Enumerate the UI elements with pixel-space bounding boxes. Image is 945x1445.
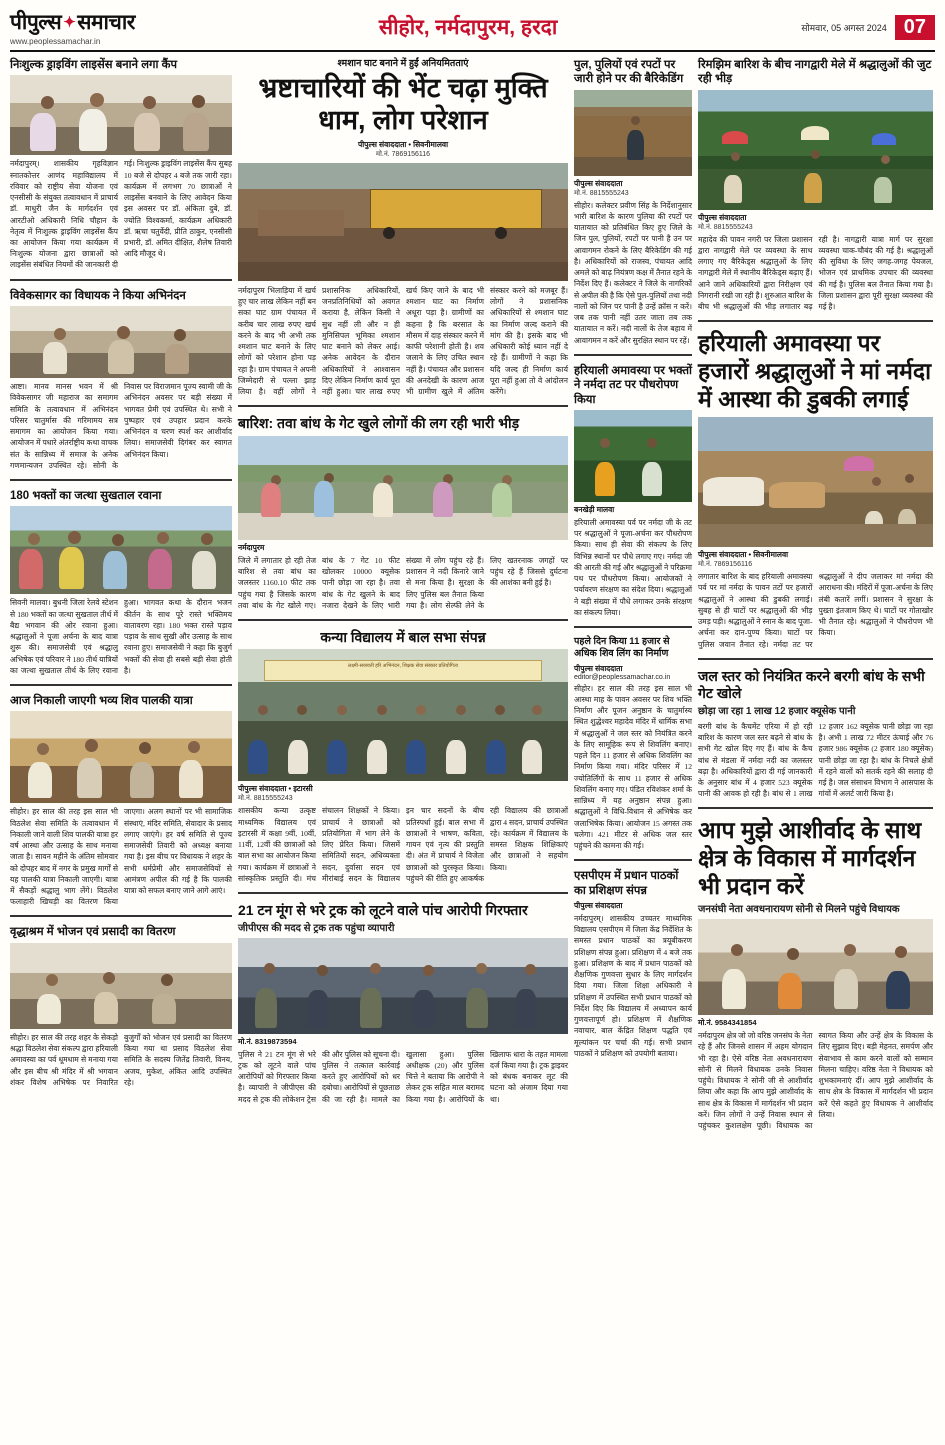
website-url[interactable]: www.peoplessamachar.in bbox=[10, 37, 101, 46]
article-body: नर्मदापुरम क्षेत्र जो जो वरिष्ठ जनसंघ के नेता रहे हैं और जिनसे शासन में अहम योगदान भी रहा है। ऐसे वरिष्ठ नेता अवधनारायण सोनी से मिलने विधायक उनके निवास पहुंचे। विधायक ने सोनी जी से आशीर्वाद लिया और कहा कि आप मुझे आशीर्वाद के साथ क्षेत्र के विकास में मार्गदर्शन भी प्रदान करें। जिन लोगों ने उन्हें निवास स्थान से पहुंचकर कुशलक्षेम पूछी। विधायक का स्वागत किया और उन्हें क्षेत्र के विकास के लिए सुझाव दिए। बड़ी मेहनत, समर्पण और सेवाभाव से काम करने वालों को सम्मान मिलना चाहिए। वरिष्ठ नेता ने विधायक को शुभकामनाएं दीं। आप मुझे आशीर्वाद के साथ क्षेत्र के विकास में मार्गदर्शन भी प्रदान करें ऐसे कहते हुए विधायक ने आशीर्वाद लिया। bbox=[698, 1031, 933, 1131]
byline bbox=[238, 140, 568, 159]
byline-text: पीपुल्स संवाददाता • इटारसी bbox=[238, 784, 313, 794]
article-body: पुलिस ने 21 टन मूंग से भरे ट्रक को लूटने वाले पांच आरोपियों को गिरफ्तार किया है। व्यापारी ने जीपीएस की मदद से ट्रक की लोकेशन ट्रेस की और पुलिस को सूचना दी। पुलिस ने तत्काल कार्रवाई करते हुए आरोपियों को धर दबोचा। आरोपियों से पूछताछ की जा रही है। मामले का खुलासा हुआ। पुलिस अधीक्षक (20) और पुलिस चित्ते ने बताया कि आरोपी ने लेकर ट्रक सहित माल बरामद किया गया है। आरोपियों के खिलाफ धारा के तहत मामला दर्ज किया गया है। ट्रक ड्राइवर को बंधक बनाकर लूट की घटना को अंजाम दिया गया था। bbox=[238, 1049, 568, 1104]
byline-mobile: मो.नं. 7869156116 bbox=[375, 150, 431, 158]
byline bbox=[698, 213, 933, 232]
article-photo bbox=[238, 938, 568, 1034]
publication-date: सोमवार, 05 अगस्त 2024 bbox=[801, 22, 887, 33]
headline: आप मुझे आशीर्वाद के साथ क्षेत्र के विकास में मार्गदर्शन भी प्रदान करें bbox=[698, 817, 922, 899]
article-180-devotees bbox=[10, 489, 232, 676]
article-shiv-palki bbox=[10, 694, 232, 907]
article-photo bbox=[238, 649, 568, 781]
byline: नर्मदापुरम bbox=[238, 542, 265, 552]
article-photo bbox=[10, 943, 232, 1029]
column-3 bbox=[574, 58, 692, 1428]
headline: आज निकाली जाएगी भव्य शिव पालकी यात्रा bbox=[10, 694, 193, 707]
article-body: सीहोर। हर साल की तरह इस साल भी विठलेश सेवा समिति के तत्वावधान में निकाली जाने वाली शिव पालकी यात्रा हर वर्ष आस्था और उत्साह के साथ मनाया जाता है। सावन महीने के अंतिम सोमवार को दोपहर बाद में नगर के प्रमुख मार्गों से यह पालकी यात्रा निकाली जाएगी। यात्रा में सैकड़ों श्रद्धालु भाग लेंगे। विठलेश फलाहारी खिचड़ी का वितरण किया जाएगा। अलग स्थानों पर भी सामाजिक संस्थाएं, मंदिर समिति, सेवादार के प्रसाद लगाए जाएंगे। हर वर्ष समिति से पूज्य समाजसेवी तिवारी को अध्यक्ष बनाया गया है। इस बीच पर विधायक ने शहर के सभी धर्मप्रेमी और समाजसेवियों से आमंत्रण अपील की गई है कि पालकी यात्रा को सफल बनाए जाने आगे आएं। bbox=[10, 807, 232, 907]
byline: मो.नं. 8319873594 bbox=[238, 1036, 297, 1046]
article-narmada-dubki bbox=[698, 330, 933, 649]
article-bargi-dam-gates bbox=[698, 668, 933, 800]
column-1 bbox=[10, 58, 232, 1428]
banner-text: लक्ष्मी-सरस्वती हरि अभिनंदन, शिक्षक सेवा संस्कार प्रतियोगिता bbox=[348, 663, 458, 670]
logo-block bbox=[10, 8, 135, 46]
article-body: सीहोर। हर साल की तरह शहर के सेकड़ो श्रद्धा विठलेश सेवा संकल्प द्वारा हरियाली अमावस्या का पर्व धूमधाम से मनाया गया और इस बीच श्री मंदिर में श्री भगवान शंकर विशेष अभिषेक पर निवारित बुजुर्गों को भोजन एवं प्रसादी का वितरण किया गया था प्रसाद विठलेश सेवा समिति के सदस्य जितेंद्र तिवारी, विनय, अजय, मुकेश, अंकित आदि उपस्थित रहे। bbox=[10, 1032, 232, 1087]
article-body: बरगी बांध के कैचमेंट एरिया में हो रही बारिश के कारण जल स्तर बढ़ने से बांध के सभी गेट खोल दिए गए हैं। बांध के कैच बांध से मंडला में नर्मदा नदी का जलस्तर बढ़ा है। अधिकारियों द्वारा दी गई जानकारी के अनुसार बांध में 4 हजार 523 क्यूसेक पानी की आवक हो रही है। बांध से 1 लाख 12 हजार 162 क्यूसेक पानी छोड़ा जा रहा है। अभी 1 लाख 72 मीटर ऊंचाई और 76 हजार 986 क्यूसेक (2 हजार 180 क्यूसेक) पानी छोड़ा जा रहा है। बांध के निचले क्षेत्रों में रहने वालों को सतर्क रहने की सलाह दी गई है। जल संसाधन विभाग ने आसपास के गांवों में अलर्ट जारी किया है। bbox=[698, 721, 933, 799]
article-body: जिले में लगातार हो रही तेज बारिश से तवा बांध का जलस्तर 1160.10 फीट तक पहुंच गया है जिसके कारण तवा बांध के गेट खोले गए। बांध के 7 गेट 10 फीट खोलकर 10000 क्यूसेक पानी छोड़ा जा रहा है। तवा बांध के गेट खुलने के बाद नजारा देखने के लिए भारी संख्या में लोग पहुंच रहे हैं। प्रशासन ने नदी किनारे जाने से मना किया है। सुरक्षा के लिए पुलिस बल तैनात किया गया है। लोग सेल्फी लेने के लिए खतरनाक जगहों पर पहुंच रहे हैं जिससे दुर्घटना की आशंका बनी हुई है। bbox=[238, 555, 568, 610]
article-nagdwari-mela bbox=[698, 58, 933, 312]
headline: एसपीएम में प्रधान पाठकों का प्रशिक्षण संपन्न bbox=[574, 870, 679, 897]
article-photo bbox=[238, 436, 568, 540]
column-2 bbox=[238, 58, 568, 1428]
subheadline: जनसंघी नेता अवधनारायण सोनी से मिलने पहुंचे विधायक bbox=[698, 904, 900, 916]
lead-photo bbox=[238, 163, 568, 281]
subheadline: जीपीएस की मदद से ट्रक तक पहुंचा व्यापारी bbox=[238, 922, 395, 934]
byline bbox=[574, 179, 692, 198]
byline-text: पीपुल्स संवाददाता bbox=[574, 178, 623, 188]
logo-right-text: समाचार bbox=[77, 11, 135, 34]
byline bbox=[698, 550, 933, 569]
headline: रिमझिम बारिश के बीच नागद्वारी मेले में श्रद्धालुओं की जुट रही भीड़ bbox=[698, 59, 932, 86]
article-photo bbox=[10, 75, 232, 155]
article-shivling-nirman bbox=[574, 636, 692, 851]
byline-text: पीपुल्स संवाददाता • सिवनीमालवा bbox=[357, 139, 449, 149]
byline: पीपुल्स संवाददाता bbox=[574, 900, 623, 910]
byline-mobile: मो.नं. 9584341854 bbox=[698, 1018, 757, 1028]
article-bridge-barricading bbox=[574, 58, 692, 346]
logo-left-text: पीपुल्स bbox=[10, 11, 62, 34]
headline: 21 टन मूंग से भरे ट्रक को लूटने वाले पांच आरोपी गिरफ्तार bbox=[238, 902, 528, 919]
article-ashirwad-margdarshan bbox=[698, 817, 933, 1131]
headline: वृद्धाश्रम में भोजन एवं प्रसादी का वितरण bbox=[10, 926, 176, 939]
publication-logo bbox=[10, 8, 135, 36]
byline-mobile: मो.नं. 8815555243 bbox=[238, 795, 293, 803]
article-body: नर्मदापुरम्। शासकीय गृहविज्ञान स्नातकोत्तर आणंद महाविद्यालय में रविवार को राष्ट्रीय सेवा योजना एवं एनसीसी के संयुक्त तत्वावधान में प्राचार्य डॉ. माधुरी जैन के मार्गदर्शन एवं आरटीओ अधिकारी निधि चौहान के नेतृत्व में निःशुल्क ड्राइविंग लाइसेंस कैंप का आयोजन किया गया कार्यक्रम में निःशुल्क योजना द्वारा छात्राओं को लाइसेंस संबंधित नियमों की जानकारी दी गई। निःशुल्क ड्राइविंग लाइसेंस कैंप सुबह 10 बजे से दोपहर 4 बजे तक जारी रहा। कार्यक्रम में लगभग 70 छात्राओं ने लाइसेंस बनवाने के लिए आवेदन किया इस अवसर पर डॉ. अंकिता दुबे, डॉ. ज्योति विश्वकर्मा, कार्यक्रम अधिकारी डॉ. ऋचा चतुर्वेदी, प्रीति ठाकुर, एनसीसी प्रभारी, डॉ. अमित दीक्षित, शैलेष तिवारी आदि मौजूद थे। bbox=[10, 159, 232, 270]
lead-article-mukti-dham bbox=[238, 58, 568, 397]
article-vridhashram-bhojan bbox=[10, 925, 232, 1088]
article-body: सिवनी मालवा। बुधनी जिला रेलवे स्टेशन से 180 भक्तों का जत्था सुखताल तीर्थ में बैद्य भगवान की ओर रवाना हुआ। श्रद्धालुओं ने पूजा अर्चना के बाद यात्रा शुरू की। समाजसेवी एवं श्रद्धालु अभिषेक एवं परिवार ने 180 तीर्थ यात्रियों का जत्था सुखताल तीर्थ के लिए रवाना हुआ। भागवत कथा के दौरान भजन कीर्तन के साथ पूरे रास्ते भक्तिमय वातावरण रहा। 180 भक्त रास्ते पड़ाव पड़ाव के साथ सुखी और उत्साह के साथ रवाना हुए। समाजसेवी ने कहा कि बुजुर्ग भक्तों की सेवा ही सबसे बड़ी सेवा होती है। bbox=[10, 598, 232, 675]
kicker: पहले दिन किया 11 हजार से अधिक शिव लिंग का निर्माण bbox=[574, 636, 670, 660]
article-photo bbox=[574, 90, 692, 176]
article-photo bbox=[698, 417, 933, 547]
lead-headline: भ्रष्टाचारियों की भेंट चढ़ा मुक्ति धाम, लोग परेशान bbox=[258, 73, 548, 135]
article-body: आष्टा। मानव मानस भवन में श्री विवेकसागर जी महाराज का समागम समिति के तत्वावधान में अभिनंदन परिसर चातुर्मास की गरिमामय सत्र समागम का आयोजन किया गया। आयोजन में पधारे अंतर्राष्ट्रीय कथा वाचक संत के सान्निध्य में समाज के अनेक गणमान्यजन उपस्थित रहे। सोनी के निवास पर विराजमान पूज्य स्वामी जी के अभिनंदन अवसर पर बड़ी संख्या में भागवत प्रेमी एवं उपस्थित थे। सभी ने पुष्पहार एवं उपहार प्रदान करके अभिनंदन व चरण स्पर्श कर आशीर्वाद लिया। समाजसेवी दिगंबर कर स्वागत अभिनंदन किया। bbox=[10, 382, 232, 470]
article-body: हरियाली अमावस्या पर्व पर नर्मदा जी के तट पर श्रद्धालुओं ने पूजा-अर्चना कर पौधरोपण किया। साथ ही सेवा की संकल्प के लिए विभिन्न स्थानों पर पौधे लगाए गए। नर्मदा जी की आरती की गई और श्रद्धालुओं ने परिक्रमा पथ पर पौधरोपण किया। आयोजकों ने पर्यावरण संरक्षण का संदेश दिया। श्रद्धालुओं ने बड़ी संख्या में पौधे लगाकर उनके संरक्षण का संकल्प लिया। bbox=[574, 517, 692, 617]
article-body: नर्मदापुरम्। शासकीय उच्चतर माध्यमिक विद्यालय एसपीएम में जिला केंद्र निर्देशित के समस्त प्रधान पाठकों का त्रयूबीकरण प्रशिक्षण संपन्न हुआ। प्रशिक्षण में 4 बजे तक हुआ। प्रशिक्षण के बाद में प्रधान पाठकों को शैक्षणिक गुणवत्ता सुधार के लिए मार्गदर्शन दिया गया। जिला शिक्षा अधिकारी ने प्रशिक्षण में उपस्थित सभी प्रधान पाठकों को निर्देश दिए कि विद्यालय में अध्यापन कार्य गुणवत्तापूर्ण हो। प्रशिक्षण में शैक्षणिक नवाचार, बाल केंद्रित शिक्षण पद्धति एवं मूल्यांकन पर चर्चा की गई। सभी प्रधान पाठकों ने प्रशिक्षण को उपयोगी बताया। bbox=[574, 913, 692, 1058]
headline: 180 भक्तों का जत्था सुखताल रवाना bbox=[10, 489, 162, 502]
byline: बनखेड़ी मालवा bbox=[574, 504, 615, 514]
article-body: सीहोर। कलेक्टर प्रवीण सिंह के निर्देशानुसार भारी बारिश के कारण पुलिया की रपटों पर यातायात को प्रतिबंधित किए हुए जिले के जिन पुल, पुलियों, रपटों पर पानी है उन पर आवागमन रोकने के लिए बैरिकेडिंग की गई है। अधिकारियों को राजस्व, पंचायत आदि अमले को बाढ़ नियंत्रण कक्ष में तैनात रहने के निर्देश दिए हैं। कलेक्टर ने जिले के नागरिकों से अपील की है कि ऐसे पुल-पुलियों तथा नदी नालों को जिन पर पानी है उन्हें क्रॉस न करें। जब तक पानी नहीं उतर जाता तब तक यातायात न करें। नदी नालों के तेज बहाव में आवागमन न करें और सुरक्षित स्थान पर रहें। bbox=[574, 200, 692, 345]
article-body: सीहोर। हर साल की तरह इस साल भी आस्था माह के पावन अवसर पर शिव भक्ति निर्माण और पूजन अनुष्ठान के चातुर्मास्य स्थित शुद्धेश्वर महादेव मंदिर में धार्मिक सभा में श्रद्धालुओं ने जल स्तर को नियंत्रित करने के लिए सामूहिक रूप से शिवलिंग बनाए। पहले दिन 11 हजार से अधिक शिवलिंग का निर्माण किया गया। मंदिर परिसर में 12 ज्योतिर्लिंगों के साथ 11 हजार से अधिक शिवलिंग बनाए गए। पंडित रविशंकर शर्मा के सान्निध्य में यह अनुष्ठान संपन्न हुआ। श्रद्धालुओं ने विधि-विधान से अभिषेक कर जलाभिषेक किया। आयोजन 15 अगस्त तक चलेगा। 421 मीटर से अधिक जल स्तर पहुंचने की कामना की गई। bbox=[574, 683, 692, 850]
event-banner bbox=[264, 660, 541, 681]
article-hariyali-amavasya-plantation bbox=[574, 364, 692, 618]
article-vivek-sagar bbox=[10, 289, 232, 471]
headline: कन्या विद्यालय में बाल सभा संपन्न bbox=[320, 628, 486, 645]
masthead-right bbox=[801, 15, 935, 40]
byline-text: पीपुल्स संवाददाता bbox=[698, 212, 747, 222]
article-photo bbox=[10, 506, 232, 594]
article-photo bbox=[698, 90, 933, 210]
edition-name: सीहोर, नर्मदापुरम, हरदा bbox=[378, 16, 558, 39]
article-body: लगातार बारिश के बाद हरियाली अमावस्या पर्व पर मां नर्मदा के पावन तटों पर हजारों श्रद्धालुओं ने आस्था की डुबकी लगाई। सुबह से ही घाटों पर श्रद्धालुओं की भीड़ उमड़ पड़ी। श्रद्धालुओं ने स्नान के बाद पूजा-अर्चना कर दान-पुण्य किया। घाटों पर पुलिस जवान तैनात रहे। नर्मदा तट पर श्रद्धालुओं ने दीप जलाकर मां नर्मदा की आराधना की। मंदिरों में पूजा-अर्चना के लिए लंबी कतारें लगीं। प्रशासन ने सुरक्षा के पुख्ता इंतजाम किए थे। घाटों पर गोताखोर भी तैनात रहे। श्रद्धालुओं ने पौधरोपण भी किया। bbox=[698, 572, 933, 649]
article-moong-truck-loot bbox=[238, 902, 568, 1105]
kicker: श्मशान घाट बनाने में हुईं अनियमितताएं bbox=[337, 58, 469, 69]
editor-email[interactable]: editor@peoplessamachar.co.in bbox=[574, 673, 671, 681]
headline: हरियाली अमावस्या पर भक्तों ने नर्मदा तट पर पौधरोपण किया bbox=[574, 364, 692, 406]
article-spm-training bbox=[574, 869, 692, 1059]
article-photo bbox=[10, 711, 232, 803]
page-number: 07 bbox=[895, 15, 935, 40]
headline: पुल, पुलियों एवं रपटों पर जारी होने पर की बैरिकेडिंग bbox=[574, 59, 684, 86]
article-kanya-vidyalaya bbox=[238, 629, 568, 884]
headline: निःशुल्क ड्राइविंग लाइसेंस बनाने लगा कैंप bbox=[10, 59, 178, 71]
article-body: शासकीय कन्या उत्कृष्ट माध्यमिक विद्यालय एवं इटारसी में कक्षा 9वीं, 10वीं, 11वीं, 12वीं की छात्राओं को बाल सभा का आयोजन किया गया। कार्यक्रम में छात्राओं ने सांस्कृतिक प्रस्तुति दी। मंच संचालन शिक्षकों ने किया। प्राचार्य ने छात्राओं को प्रतियोगिता में भाग लेने के लिए प्रेरित किया। जिसमें समितियों सदन, अधिव्यक्ता सदन, दुर्वासा सदन एवं मीरांबाई सदन के विद्यालय इन चार सदनों के बीच प्रतिस्पर्धा हुई। बाल सभा में छात्राओं ने भाषण, कविता, गायन एवं नृत्य की प्रस्तुति दी। अंत में प्राचार्य ने विजेता छात्राओं को पुरस्कृत किया। पहुंचने की रीति हुए आकर्षक रही विद्यालय की छात्राओं द्वारा 4 सदन, प्राचार्य उपस्थित रहे। कार्यक्रम में विद्यालय के समस्त शिक्षक शिक्षिकाएं और छात्राओं ने सहयोग किया। bbox=[238, 806, 568, 883]
byline-mobile: मो.नं. 8815555243 bbox=[698, 223, 753, 231]
lead-body: नर्मदापुरम भिलाड़िया में खर्च हुए चार लाख लेकिन नहीं बन सका घाट ग्राम पंचायत में करीब चार लाख रुपए खर्च करने के बाद भी अभी तक श्मशान घाट बनाने के लिए लोगों को परेशान होना पड़ रहा है। ग्राम पंचायत ने अपनी जिम्मेदारी से पल्ला झाड़ लिया है। वहीं लोगों ने प्रशासनिक अधिकारियों, जनप्रतिनिधियों को अवगत कराया है, लेकिन किसी ने सुध नहीं ली और न ही मुनिसिपल भूमिका श्मशान घाट बनाने को लेकर आई। अनेक आवेदन के दौरान अधिकारियों ने आश्वासन दिए लेकिन निर्माण कार्य पूरा नहीं हुआ। चार लाख रुपए खर्च किए जाने के बाद भी श्मशान घाट का निर्माण अधूरा पड़ा है। ग्रामीणों का कहना है कि बरसात के मौसम में दाह संस्कार करने में काफी परेशानी होती है। शव जलाने के लिए उचित स्थान नहीं है। पंचायत और प्रशासन की अनदेखी के कारण आज भी ग्रामीण खुले में अंतिम संस्कार करने को मजबूर हैं। लोगों ने प्रशासनिक अधिकारियों से श्मशान घाट का निर्माण जल्द कराने की मांग की है। इसके बाद भी अधिकारी कोई ध्यान नहीं दे रहे हैं। ग्रामीणों ने कहा कि यदि जल्द ही निर्माण कार्य पूरा नहीं हुआ तो वे आंदोलन करेंगे। bbox=[238, 285, 568, 397]
star-icon: ✦ bbox=[63, 14, 76, 31]
article-tawa-dam bbox=[238, 415, 568, 611]
headline: जल स्तर को नियंत्रित करने बरगी बांध के सभी गेट खोले bbox=[698, 667, 925, 702]
headline: हरियाली अमावस्या पर हजारों श्रद्धालुओं ने मां नर्मदा में आस्था की डुबकी लगाई bbox=[698, 330, 932, 412]
masthead bbox=[10, 8, 935, 52]
subheadline: छोड़ा जा रहा 1 लाख 12 हजार क्यूसेक पानी bbox=[698, 705, 856, 717]
article-driving-licence bbox=[10, 58, 232, 271]
byline-mobile: मो.नं. 8815555243 bbox=[574, 189, 629, 197]
byline-mobile: मो.नं. 7869156116 bbox=[698, 561, 753, 569]
article-photo bbox=[10, 306, 232, 378]
article-photo bbox=[574, 410, 692, 502]
byline: पीपुल्स संवाददाता bbox=[574, 663, 623, 673]
page-grid bbox=[10, 58, 935, 1428]
column-4 bbox=[698, 58, 933, 1428]
byline-text: पीपुल्स संवाददाता • सिवनीमालवा bbox=[698, 550, 789, 560]
headline: बारिश: तवा बांध के गेट खुले लोगों की लग रही भारी भीड़ bbox=[238, 415, 520, 432]
article-photo bbox=[698, 919, 933, 1015]
headline: विवेकसागर का विधायक ने किया अभिनंदन bbox=[10, 289, 186, 302]
article-body: महादेव की पावन नगरी पर जिला प्रशासन द्वारा नागद्वारी मेले पर व्यवस्था के साथ लगाए गए बैरिकेड्स श्रद्धालुओं के लिए नागद्वारी मेले में स्थानीय बैरिकेड्स बढ़ाए हैं। आने जाने अधिकारियों द्वारा निरीक्षण एवं निगरानी रखी जा रही है। शुरुआत बारिश के बीच भी श्रद्धालुओं की भीड़ लगातार बढ़ रही है। नागद्वारी यात्रा मार्ग पर सुरक्षा व्यवस्था चाक-चौबंद की गई है। श्रद्धालुओं की सुविधा के लिए जगह-जगह पेयजल, भोजन एवं प्राथमिक उपचार की व्यवस्था की गई है। पुलिस बल तैनात किया गया है। जिला प्रशासन द्वारा पूरी सुरक्षा व्यवस्था की गई है। bbox=[698, 234, 933, 312]
byline bbox=[238, 784, 568, 803]
